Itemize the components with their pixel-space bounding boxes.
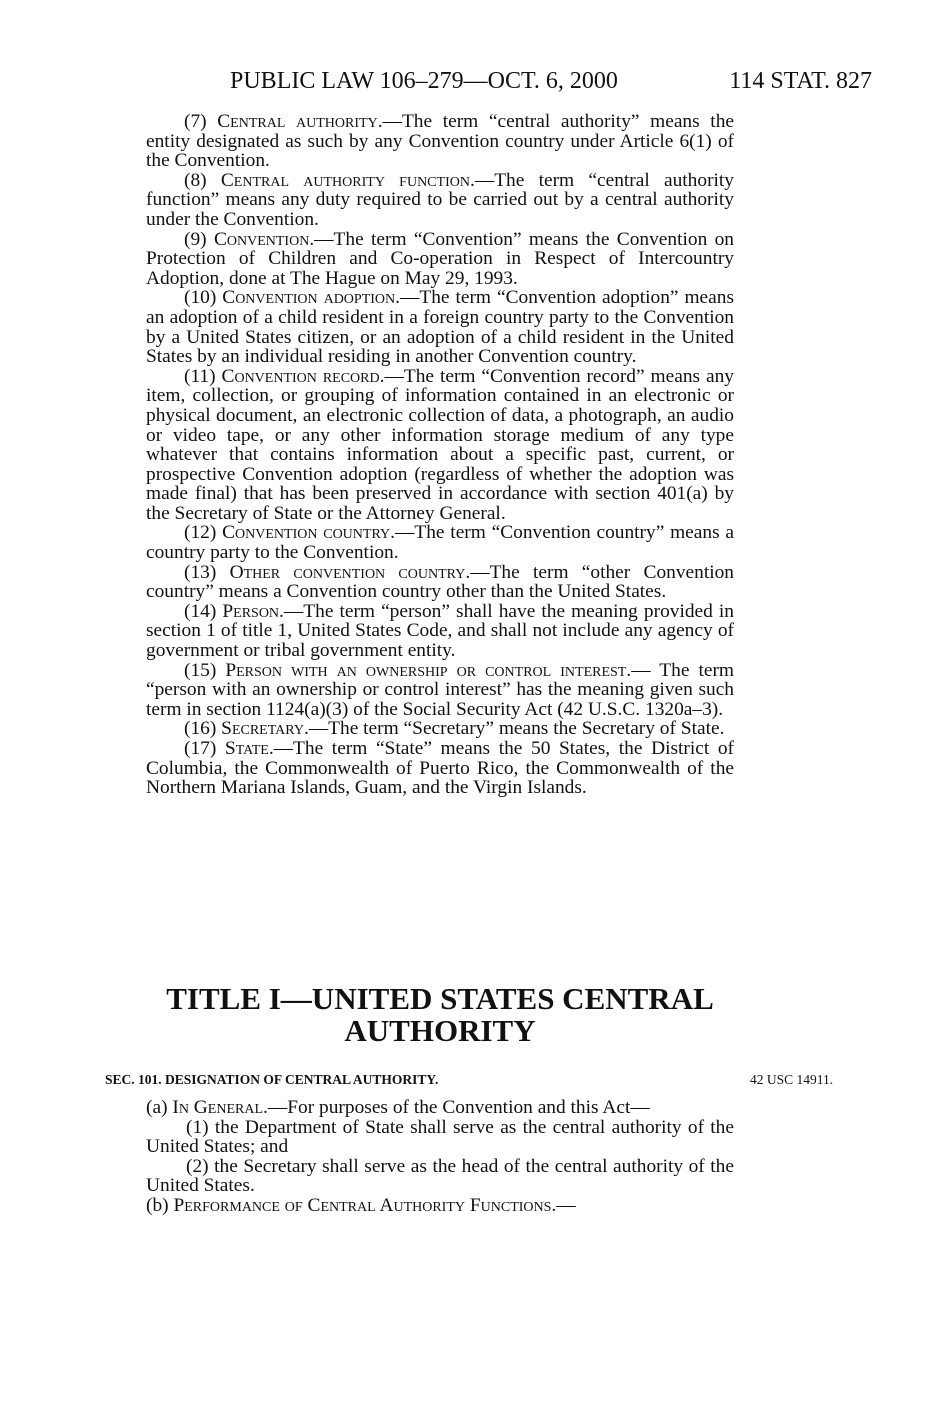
definition-label: (11): [184, 365, 222, 387]
definition-term: Secretary: [221, 718, 304, 740]
definition-text: .—The term “other Convention country” means a Convention country other than the United States.: [146, 561, 734, 603]
definition-term: Person with an ownership or control interest: [225, 659, 627, 681]
subsection-label: (a): [146, 1097, 173, 1118]
definition-label: (8): [184, 169, 221, 191]
section-101-body: [106, 1098, 734, 1216]
definition-14: [146, 602, 734, 661]
definition-term: Convention country: [222, 522, 391, 544]
definition-label: (12): [184, 522, 223, 544]
definition-label: (10): [184, 287, 223, 309]
definition-9: [146, 230, 734, 289]
definition-term: State: [224, 738, 269, 759]
header-public-law: PUBLIC LAW 106–279—OCT. 6, 2000: [230, 68, 618, 94]
definition-13: [146, 563, 734, 602]
section-heading: SEC. 101. DESIGNATION OF CENTRAL AUTHORITY.: [105, 1072, 439, 1087]
definition-term: Convention: [213, 228, 310, 250]
paragraph-2: (2) the Secretary shall serve as the head of the central authority of the United States.: [146, 1155, 734, 1197]
definition-text: .—The term “State” means the 50 States, the District of Columbia, the Commonwealth of Puerto Rico, the Commonwealth of the Northern Mariana Islands, Guam, and the Virgin Islands.: [146, 738, 734, 799]
definition-text: .—The term “Convention” means the Convention on Protection of Children and Co-operation in Respect of Intercountry Adoption, done at The Hague on May 29, 1993.: [146, 228, 734, 289]
subsection-term: Performance of Central Authority Functions: [173, 1194, 552, 1216]
usc-margin-note: 42 USC 14911.: [750, 1072, 834, 1087]
definition-text: .—The term “central authority function” means any duty required to be carried out by a central authority under the Convention.: [146, 169, 735, 230]
definition-label: (15): [184, 659, 226, 681]
definition-17: [146, 739, 734, 798]
definition-text: .— The term “person with an ownership or control interest” has the meaning given such term in section 1124(a)(3) of the Social Security Act (42 U.S.C. 1320a–3).: [146, 659, 735, 720]
definition-text: .—The term “Convention country” means a country party to the Convention.: [146, 522, 735, 564]
definition-7: [146, 112, 734, 171]
subsection-a: [106, 1098, 734, 1118]
subsection-term: In General: [172, 1097, 264, 1118]
definition-label: (13): [184, 561, 230, 583]
definition-term: Central authority function: [220, 169, 470, 191]
definition-8: [146, 171, 734, 230]
subsection-text: .—: [551, 1194, 576, 1216]
definition-15: [146, 661, 734, 720]
definition-text: .—The term “Secretary” means the Secretary of State.: [303, 718, 725, 740]
title-line-2: AUTHORITY: [344, 1013, 536, 1048]
definition-label: (17): [184, 738, 225, 759]
definition-12: [146, 523, 734, 562]
definition-11: [146, 367, 734, 524]
definition-text: .—The term “Convention record” means any item, collection, or grouping of information contained in an electronic or physical document, an electronic collection of data, a photograph, an audio or video tape, or any other information storage medium of any type whatever that contains information about a specific past, current, or prospective Convention adoption (regardless of whether the adoption was made final) that has been preserved in accordance with section 401(a) by the Secretary of State or the Attorney General.: [146, 365, 734, 524]
subsection-text: .—For purposes of the Convention and this Act—: [263, 1097, 650, 1118]
definition-label: (16): [184, 718, 222, 740]
running-header: [0, 64, 946, 98]
definition-label: (9): [184, 228, 214, 250]
subsection-label: (b): [146, 1194, 174, 1216]
definition-label: (7): [184, 111, 218, 132]
definition-16: [146, 719, 734, 739]
title-line-1: TITLE I—UNITED STATES CENTRAL: [166, 981, 714, 1016]
definition-text: .—The term “central authority” means the entity designated as such by any Convention country under Article 6(1) of the Convention.: [146, 111, 734, 172]
definition-term: Other convention country: [229, 561, 466, 583]
header-stat-page: 114 STAT. 827: [729, 68, 872, 94]
definition-term: Convention adoption: [222, 287, 396, 309]
definition-term: Convention record: [221, 365, 380, 387]
definition-text: .—The term “Convention adoption” means an adoption of a child resident in a foreign country party to the Convention by a United States citizen, or an adoption of a child resident in the United States by an individual residing in another Convention country.: [146, 287, 734, 368]
title-heading: [146, 983, 734, 1047]
paragraph-1: (1) the Department of State shall serve as the central authority of the United States; and: [146, 1116, 734, 1158]
definitions-list: [146, 112, 734, 798]
subsection-b: [146, 1196, 734, 1216]
definition-text: .—The term “person” shall have the meaning provided in section 1 of title 1, United States Code, and shall not include any agency of government or tribal government entity.: [146, 600, 734, 662]
definition-term: Central authority: [217, 111, 378, 132]
definition-10: [146, 288, 734, 366]
definition-label: (14): [184, 600, 223, 622]
definition-term: Person: [222, 600, 280, 622]
